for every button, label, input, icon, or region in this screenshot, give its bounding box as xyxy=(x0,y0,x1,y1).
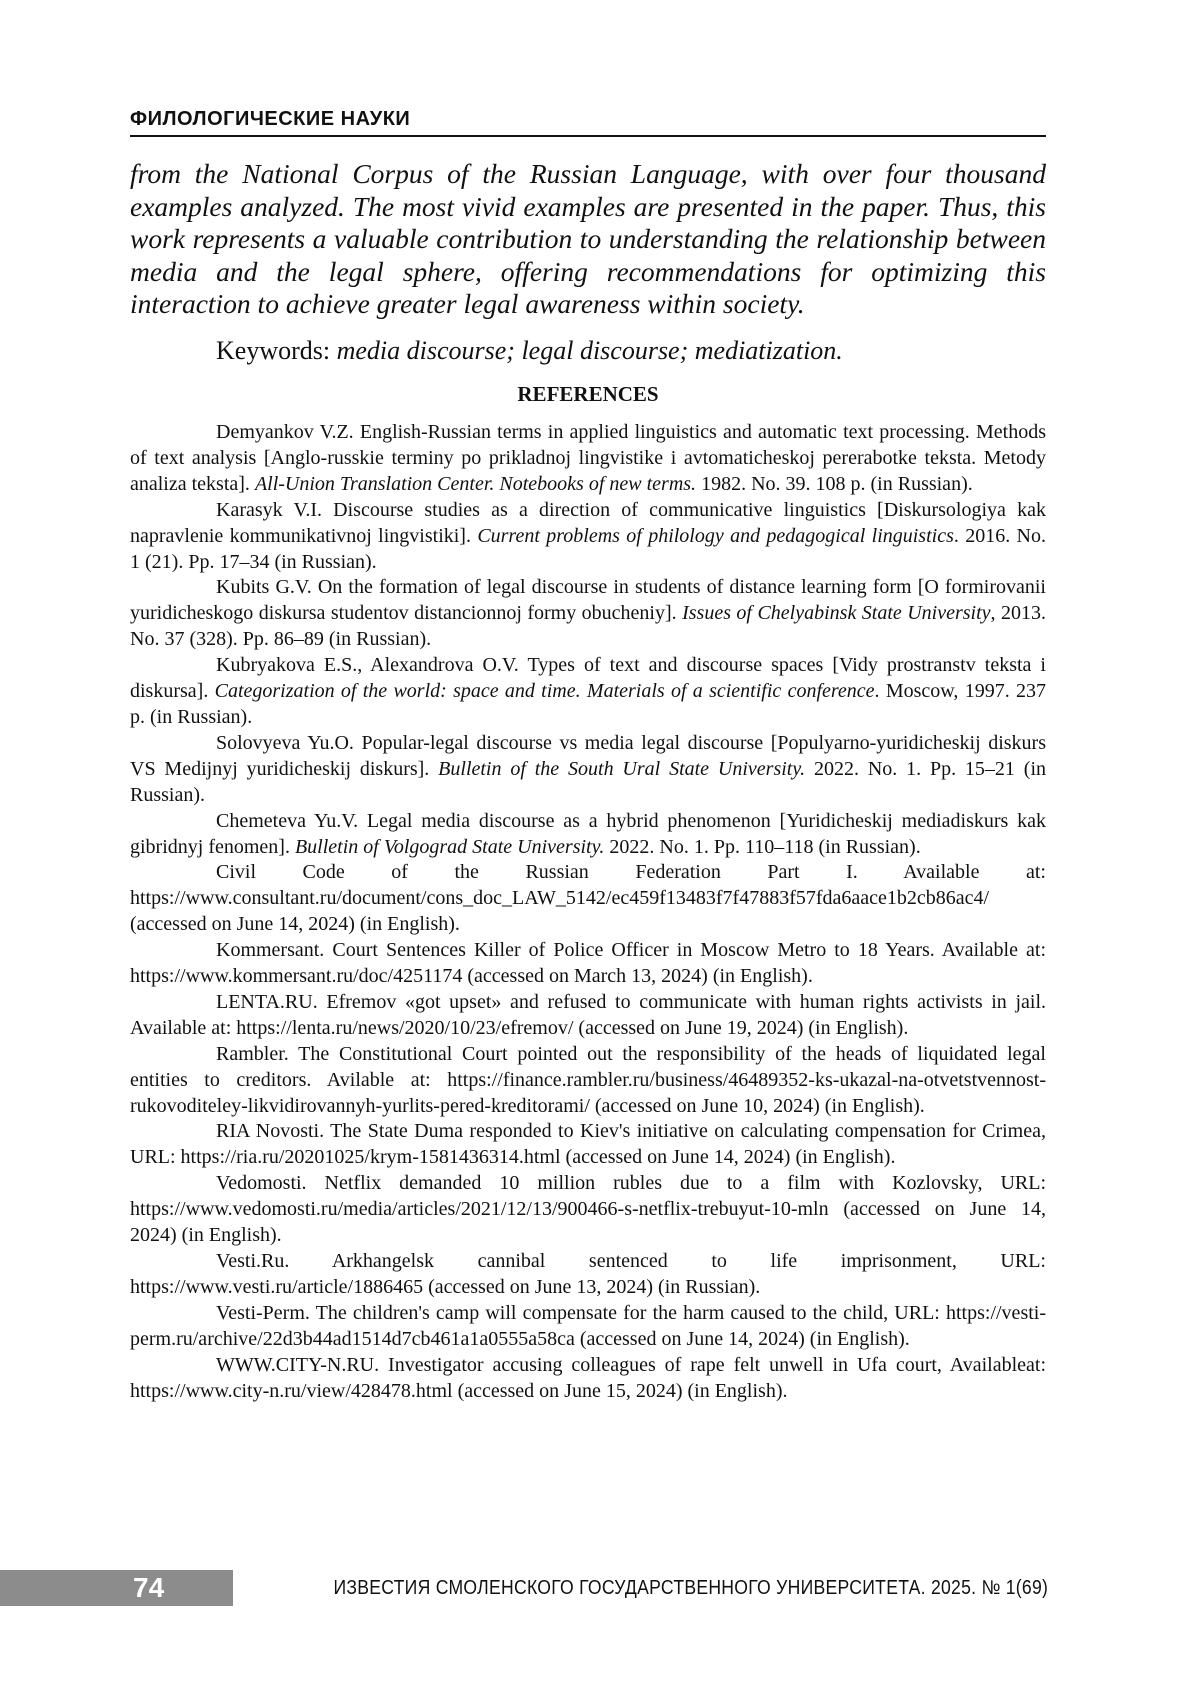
header-divider xyxy=(130,135,1046,137)
keywords-value: media discourse; legal discourse; mediatization. xyxy=(336,336,843,365)
section-header: ФИЛОЛОГИЧЕСКИЕ НАУКИ xyxy=(130,108,411,130)
reference-item: Demyankov V.Z. English-Russian terms in applied linguistics and automatic text processing. Methods of text analysis [Anglo-russkie terminy po prikladnoj lingvistike i avtomaticheskoj pererabotke teksta. Metody analiza teksta]. All-Union Translation Center. Notebooks of new terms. 1982. No. 39. 108 p. (in Russian). xyxy=(130,421,1046,495)
reference-item: LENTA.RU. Efremov «got upset» and refused to communicate with human rights activists in jail. Available at: https://lenta.ru/news/2020/10/23/efremov/ (accessed on June 19, 2024) (in English). xyxy=(130,990,1046,1039)
reference-item: Chemeteva Yu.V. Legal media discourse as a hybrid phenomenon [Yuridicheskij mediadiskurs kak gibridnyj fenomen]. Bulletin of Volgograd State University. 2022. No. 1. Pp. 110–118 (in Russian). xyxy=(130,809,1046,858)
reference-item: Civil Code of the Russian Federation Part I. Available at: https://www.consultant.ru/document/cons_doc_LAW_5142/ec459f13483f7f47883f57fda6aace1b2cb86ac4/ (accessed on June 14, 2024) (in English). xyxy=(130,861,1046,936)
abstract-text: from the National Corpus of the Russian Language, with over four thousand examples analyzed. The most vivid examples are presented in the paper. Thus, this work represents a valuable contribution to understanding the relationship between media and the legal sphere, offering recommendations for optimizing this interaction to achieve greater legal awareness within society. xyxy=(130,158,1046,319)
journal-footer: ИЗВЕСТИЯ СМОЛЕНСКОГО ГОСУДАРСТВЕННОГО УНИВЕРСИТЕТА. 2025. № 1(69) xyxy=(333,1577,1048,1599)
page-number: 74 xyxy=(133,1572,165,1603)
reference-item: WWW.CITY-N.RU. Investigator accusing colleagues of rape felt unwell in Ufa court, Availableat: https://www.city-n.ru/view/428478.html (accessed on June 15, 2024) (in English). xyxy=(130,1353,1046,1402)
keywords-line xyxy=(130,336,1046,366)
reference-item: Kubryakova E.S., Alexandrova O.V. Types of text and discourse spaces [Vidy prostranstv teksta i diskursa]. Categorization of the world: space and time. Materials of a scientific conference. Moscow, 1997. 237 p. (in Russian). xyxy=(130,654,1046,728)
reference-item: Vesti.Ru. Arkhangelsk cannibal sentenced to life imprisonment, URL: https://www.vesti.ru/article/1886465 (accessed on June 13, 2024) (in Russian). xyxy=(130,1250,1046,1298)
page-number-box xyxy=(0,1570,233,1606)
reference-item: Kubits G.V. On the formation of legal discourse in students of distance learning form [O formirovanii yuridicheskogo diskursa studentov distancionnoj formy obucheniy]. Issues of Chelyabinsk State University, 2013. No. 37 (328). Pp. 86–89 (in Russian). xyxy=(130,576,1046,651)
reference-item: Kommersant. Court Sentences Killer of Police Officer in Moscow Metro to 18 Years. Available at: https://www.kommersant.ru/doc/4251174 (accessed on March 13, 2024) (in English). xyxy=(130,939,1046,988)
reference-item: Solovyeva Yu.O. Popular-legal discourse vs media legal discourse [Populyarno-yuridicheskij diskurs VS Medijnyj yuridicheskij diskurs]. Bulletin of the South Ural State University. 2022. No. 1. Pp. 15–21 (in Russian). xyxy=(130,731,1046,806)
reference-item: Vesti-Perm. The children's camp will compensate for the harm caused to the child, URL: https://vesti-perm.ru/archive/22d3b44ad1514d7cb461a1a0555a58ca (accessed on June 14, 2024) (in English). xyxy=(130,1301,1046,1350)
references-list xyxy=(130,420,1046,1404)
references-heading: REFERENCES xyxy=(517,382,659,406)
reference-item: RIA Novosti. The State Duma responded to Kiev's initiative on calculating compensation for Crimea, URL: https://ria.ru/20201025/krym-1581436314.html (accessed on June 14, 2024) (in English). xyxy=(130,1120,1046,1169)
reference-item: Karasyk V.I. Discourse studies as a direction of communicative linguistics [Diskursologiya kak napravlenie kommunikativnoj lingvistiki]. Current problems of philology and pedagogical linguistics. 2016. No. 1 (21). Pp. 17–34 (in Russian). xyxy=(130,498,1047,573)
reference-item: Vedomosti. Netflix demanded 10 million rubles due to a film with Kozlovsky, URL: https://www.vedomosti.ru/media/articles/2021/12/13/900466-s-netflix-trebuyut-10-mln (accessed on June 14, 2024) (in English). xyxy=(130,1172,1046,1247)
keywords-label: Keywords: xyxy=(216,336,337,365)
reference-item: Rambler. The Constitutional Court pointed out the responsibility of the heads of liquidated legal entities to creditors. Avilable at: https://finance.rambler.ru/business/46489352-ks-ukazal-na-otvetstvennost-rukovoditeley-likvidirovannyh-yurlits-pered-kreditorami/ (accessed on June 10, 2024) (in English). xyxy=(130,1042,1046,1117)
